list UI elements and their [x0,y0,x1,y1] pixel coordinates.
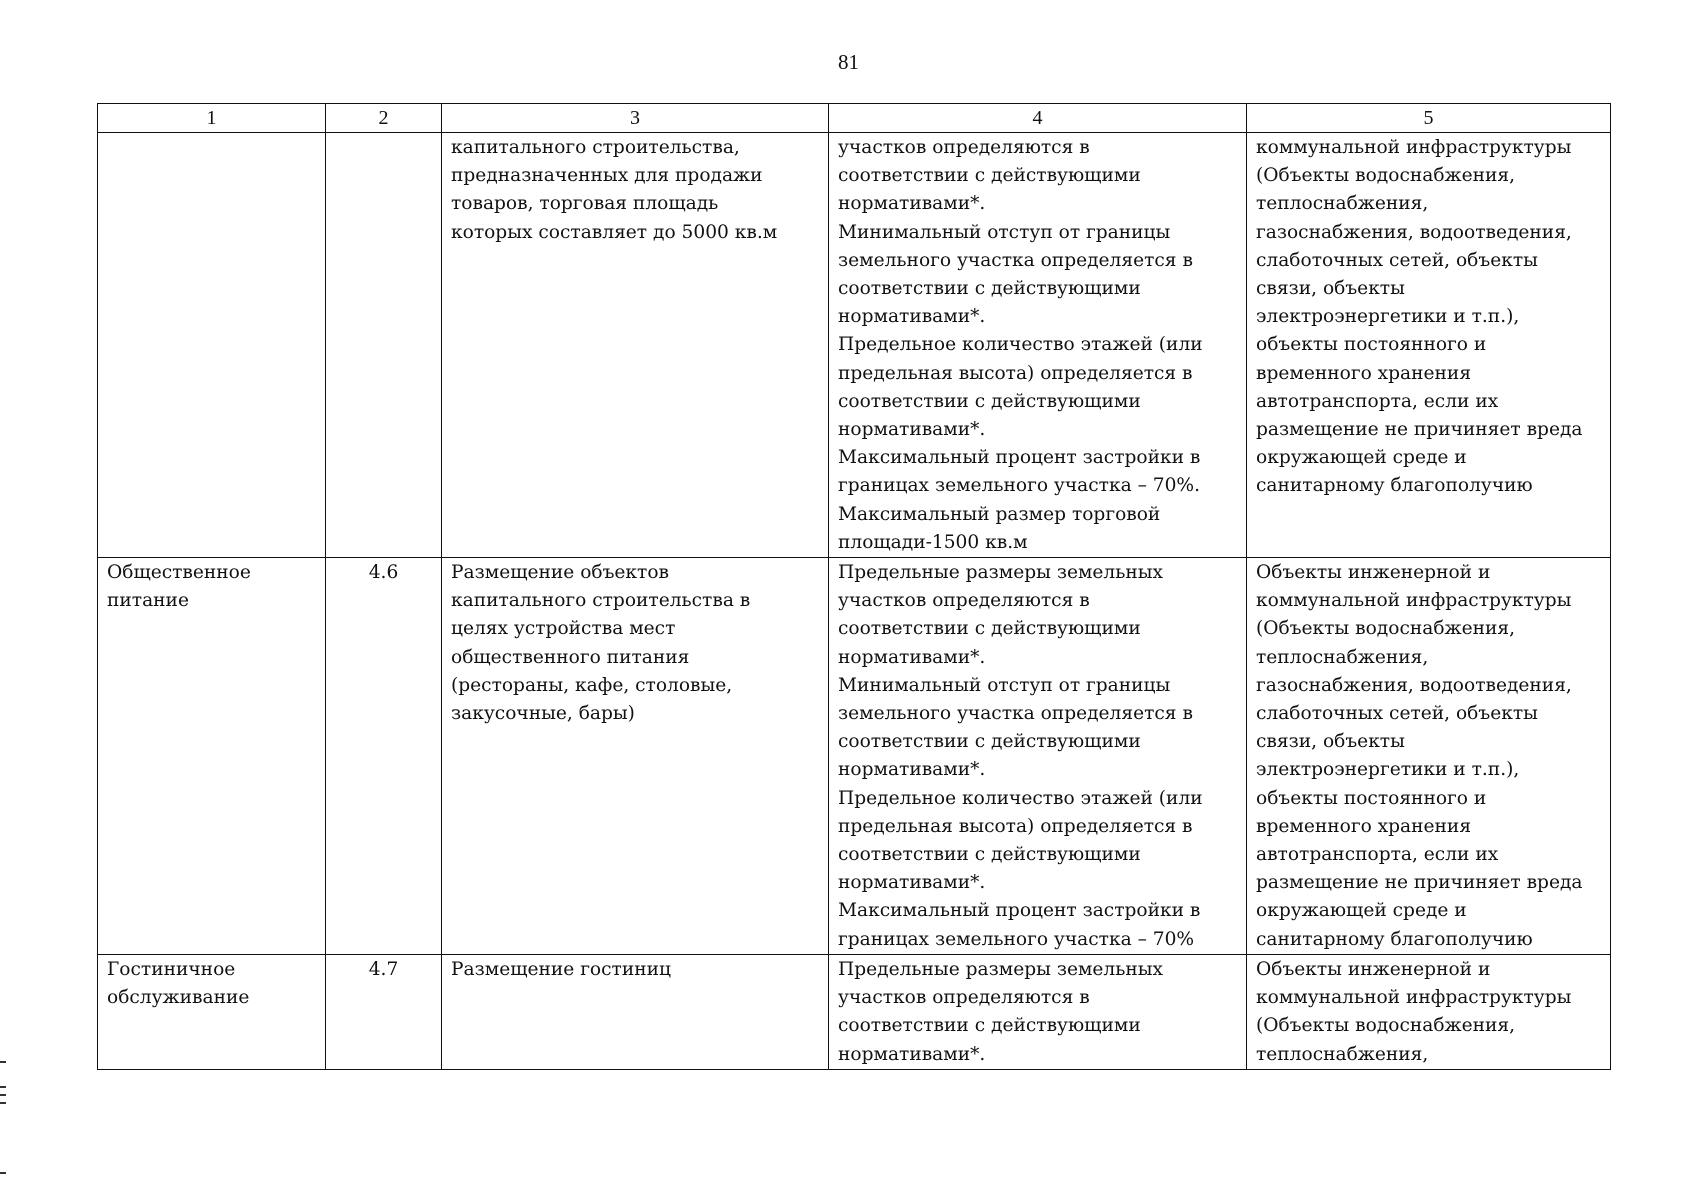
use-code-cell: 4.7 [326,954,442,1069]
table-row [98,133,1611,558]
table-header-row [98,104,1611,133]
scan-edge-mark [0,1172,6,1174]
parameters-cell: Предельные размеры земельных участков определяются в соответствии с действующими нормативами*. Минимальный отступ от границы земельного участка определяется в соответствии с действующими нормативами*. Предельное количество этажей (или предельная высота) определяется в соответствии с действующими нормативами*. Максимальный процент застройки в границах земельного участка – 70% [829,558,1247,955]
use-description-cell: капитального строительства, предназначенных для продажи товаров, торговая площадь которых составляет до 5000 кв.м [442,133,829,558]
use-code-cell: 4.6 [326,558,442,955]
column-header-3: 3 [442,104,829,133]
table-row [98,954,1611,1069]
scan-edge-mark [0,1086,6,1088]
scan-edge-mark [0,1061,6,1063]
column-header-4: 4 [829,104,1247,133]
auxiliary-uses-cell: коммунальной инфраструктуры (Объекты водоснабжения, теплоснабжения, газоснабжения, водоотведения, слаботочных сетей, объекты связи, объекты электроэнергетики и т.п.), объекты постоянного и временного хранения автотранспорта, если их размещение не причиняет вреда окружающей среде и санитарному благополучию [1247,133,1611,558]
scan-edge-mark [0,1102,6,1104]
auxiliary-uses-cell: Объекты инженерной и коммунальной инфраструктуры (Объекты водоснабжения, теплоснабжения, [1247,954,1611,1069]
land-use-table [97,103,1611,1070]
use-name-cell: Гостиничное обслуживание [98,954,326,1069]
use-description-cell: Размещение гостиниц [442,954,829,1069]
auxiliary-uses-cell: Объекты инженерной и коммунальной инфраструктуры (Объекты водоснабжения, теплоснабжения, газоснабжения, водоотведения, слаботочных сетей, объекты связи, объекты электроэнергетики и т.п.), объекты постоянного и временного хранения автотранспорта, если их размещение не причиняет вреда окружающей среде и санитарному благополучию [1247,558,1611,955]
scan-edge-mark [0,1094,6,1096]
page-number: 81 [838,50,859,74]
use-name-cell: Общественное питание [98,558,326,955]
use-name-cell [98,133,326,558]
use-code-cell [326,133,442,558]
table-row [98,558,1611,955]
column-header-2: 2 [326,104,442,133]
column-header-5: 5 [1247,104,1611,133]
use-description-cell: Размещение объектов капитального строительства в целях устройства мест общественного питания (рестораны, кафе, столовые, закусочные, бары) [442,558,829,955]
parameters-cell: участков определяются в соответствии с действующими нормативами*. Минимальный отступ от границы земельного участка определяется в соответствии с действующими нормативами*. Предельное количество этажей (или предельная высота) определяется в соответствии с действующими нормативами*. Максимальный процент застройки в границах земельного участка – 70%. Максимальный размер торговой площади-1500 кв.м [829,133,1247,558]
parameters-cell: Предельные размеры земельных участков определяются в соответствии с действующими нормативами*. [829,954,1247,1069]
column-header-1: 1 [98,104,326,133]
